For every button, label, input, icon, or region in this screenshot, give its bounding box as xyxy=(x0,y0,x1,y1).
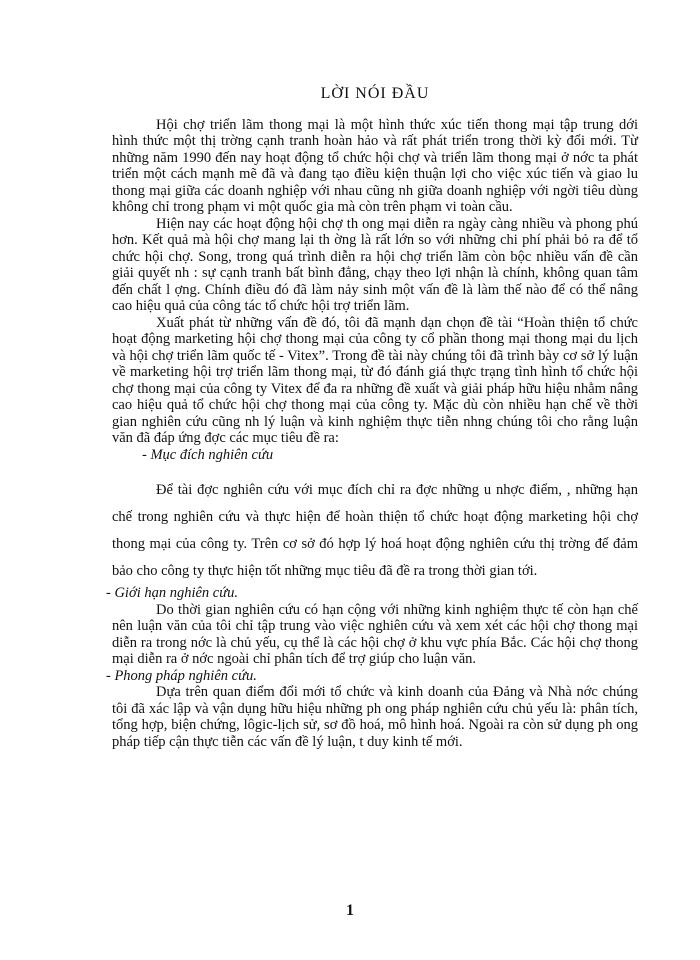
purpose-section xyxy=(112,477,638,585)
heading-research-purpose: - Mục đích nghiên cứu xyxy=(142,446,274,463)
paragraph-current-state: Hiện nay các hoạt động hội chợ th ong mại diễn ra ngày càng nhiều và phong phú hơn. Kết quả mà hội chợ mang lại th ờng là rất lớn so với những chi phí phải bỏ ra để tổ chức hội chợ. Song, trong quá trình diễn ra hội chợ triển lãm còn bộc nhiều vấn đề cần giải quyết nh : sự cạnh tranh bất bình đẳng, chạy theo lợi nhận là chính, không quan tâm đến chất l ợng. Chính điều đó đã làm nảy sinh một vấn đề là làm thế nào để có thể nâng cao hiệu quả của công tác tổ chức hội trợ triển lãm. xyxy=(112,215,638,314)
heading-research-method: - Phong pháp nghiên cứu. xyxy=(106,667,257,684)
document-page xyxy=(106,85,638,750)
paragraph-intro: Hội chợ triển lãm thong mại là một hình thức xúc tiến thong mại tập trung dới hình thức một thị trờng cạnh tranh hoàn hảo và rất phát triển trong thời kỳ đổi mới. Từ những năm 1990 đến nay hoạt động tổ chức hội chợ và triển lãm thong mại ở nớc ta phát triển một cách mạnh mẽ đã và đang tạo điều kiện thuận lợi cho việc xúc tiến và giao lu thong mại giữa các doanh nghiệp với nhau cũng nh giữa doanh nghiệp với ngời tiêu dùng không chỉ trong phạm vi một quốc gia mà còn trên phạm vi toàn cầu. xyxy=(112,116,638,215)
paragraph-purpose: Để tài đợc nghiên cứu với mục đích chỉ ra đợc những u nhợc điểm, , những hạn chế trong nghiên cứu và thực hiện để hoàn thiện tổ chức hoạt động marketing hội chợ thong mại của công ty. Trên cơ sở đó hợp lý hoá hoạt động nghiên cứu thị trờng để đảm bảo cho công ty thực hiện tốt những mục tiêu đã đề ra trong thời gian tới. xyxy=(112,482,638,579)
page-title: LỜI NÓI ĐẦU xyxy=(320,85,430,102)
paragraph-topic: Xuất phát từ những vấn đề đó, tôi đã mạnh dạn chọn đề tài “Hoàn thiện tổ chức hoạt động marketing hội chợ thong mại của công ty cổ phần thong mại thong mại du lịch và hội chợ triển lãm quốc tế - Vitex”. Trong đề tài này chúng tôi đã trình bày cơ sở lý luận về marketing hội trợ triển lãm thong mại, từ đó đánh giá thực trạng tình hình tổ chức hội chợ thong mại của công ty Vitex để đa ra những đề xuất và giải pháp hữu hiệu nhằm nâng cao hiệu quả tổ chức hội chợ thong mại của công ty. Mặc dù còn nhiều hạn chế về thời gian nghiên cứu cũng nh lý luận và kinh nghiệm thực tiễn nhng chúng tôi cho rằng luận văn đã đáp ứng đợc các mục tiêu đề ra: xyxy=(112,314,638,446)
heading-research-limits: - Giới hạn nghiên cứu. xyxy=(106,585,239,601)
paragraph-method: Dựa trên quan điểm đổi mới tổ chức và kinh doanh của Đảng và Nhà nớc chúng tôi đã xác lập và vận dụng hữu hiệu những ph ong pháp nghiên cứu chủ yếu là: phân tích, tổng hợp, biện chứng, lôgic-lịch sử, sơ đồ hoá, mô hình hoá. Ngoài ra còn sử dụng ph ong pháp tiếp cận thực tiễn các vấn đề lý luận, t duy kinh tế mới. xyxy=(112,684,638,750)
paragraph-limits: Do thời gian nghiên cứu có hạn cộng với những kinh nghiệm thực tế còn hạn chế nên luận văn của tôi chỉ tập trung vào việc nghiên cứu và xem xét các hội chợ thong mại diễn ra trong nớc là chủ yếu, cụ thể là các hội chợ ở khu vực phía Bắc. Các hội chợ thong mại diễn ra ở nớc ngoài chỉ phân tích để trợ giúp cho luận văn. xyxy=(112,601,638,667)
page-number: 1 xyxy=(346,902,354,919)
